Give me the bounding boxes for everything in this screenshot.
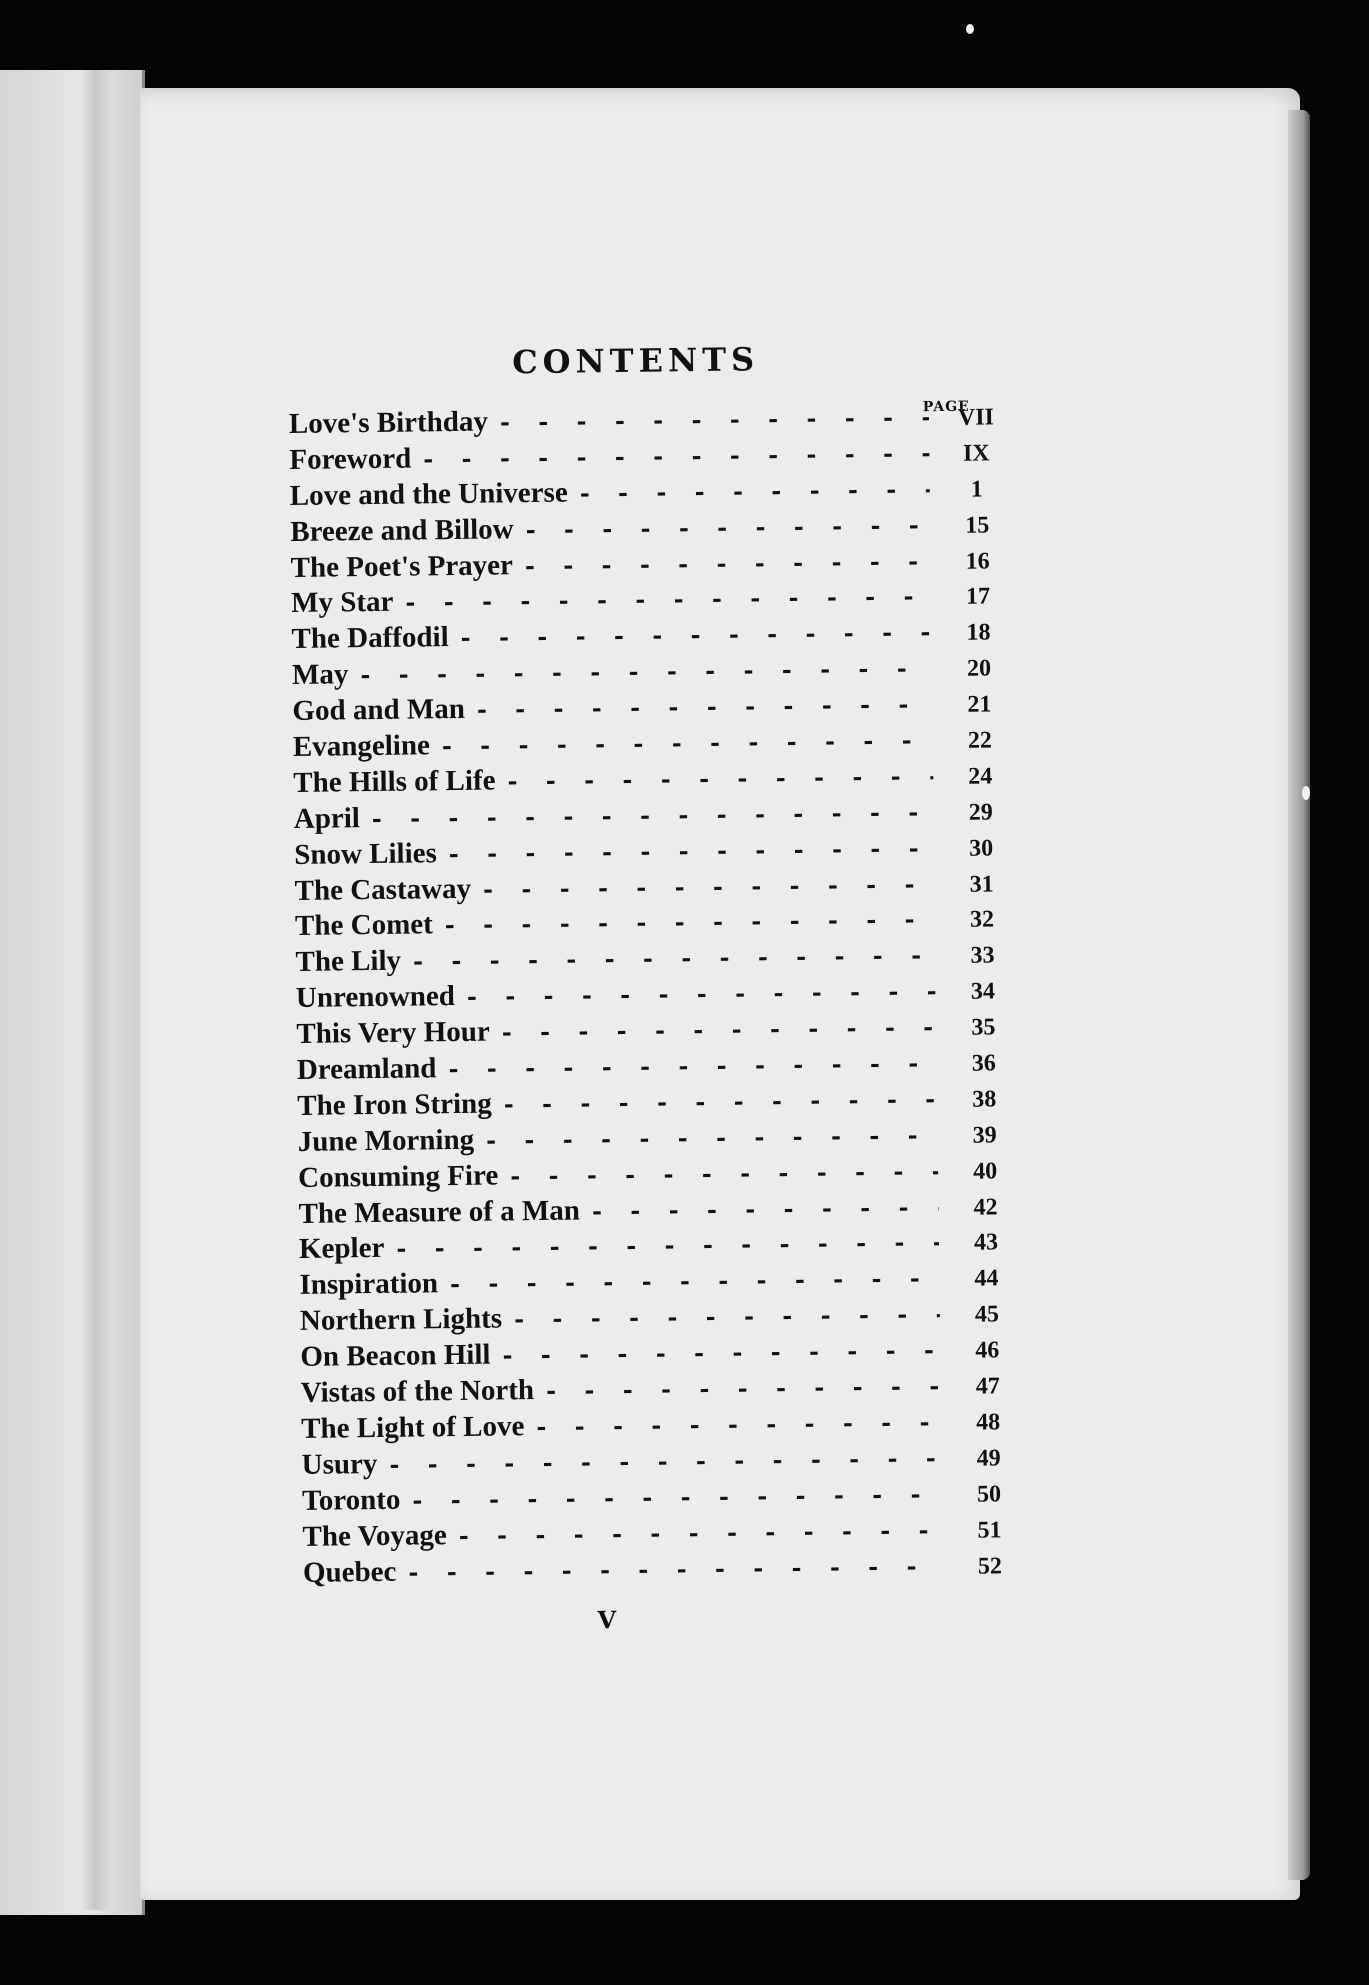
entry-page-number: 21 xyxy=(967,691,992,718)
dot-leader xyxy=(412,1479,942,1514)
entry-page-number: 33 xyxy=(970,942,995,970)
entry-page-number: 34 xyxy=(970,978,996,1005)
dot-leader xyxy=(580,474,930,507)
dot-leader xyxy=(546,1371,941,1405)
entry-title: The Lily xyxy=(295,945,402,979)
entry-title: April xyxy=(293,801,361,835)
dot-leader xyxy=(525,510,930,544)
entry-title: Love's Birthday xyxy=(288,405,489,441)
entry-title: May xyxy=(291,658,349,692)
entry-title: Inspiration xyxy=(299,1267,439,1302)
entry-page-number: 30 xyxy=(969,835,994,862)
entry-title: Kepler xyxy=(298,1232,385,1266)
page-title: CONTENTS xyxy=(511,340,760,382)
entry-page-number: 40 xyxy=(972,1158,998,1185)
dot-leader xyxy=(486,1120,938,1155)
dot-leader xyxy=(389,1443,942,1479)
entry-title: Dreamland xyxy=(296,1052,437,1086)
dot-leader xyxy=(536,1407,941,1441)
dot-leader xyxy=(408,1551,943,1587)
dot-leader xyxy=(413,941,936,976)
entry-page-number: 29 xyxy=(968,799,993,826)
entry-page-number: 43 xyxy=(973,1229,999,1257)
entry-page-number: IX xyxy=(962,440,990,467)
dot-leader xyxy=(592,1192,939,1225)
entry-title: My Star xyxy=(290,586,394,620)
entry-page-number: 22 xyxy=(967,727,993,754)
entry-page-number: 48 xyxy=(976,1409,1001,1436)
entry-title: The Iron String xyxy=(297,1087,492,1122)
page-folio: V xyxy=(597,1605,617,1635)
entry-page-number: 17 xyxy=(965,583,991,611)
entry-title: Vistas of the North xyxy=(300,1374,535,1409)
entry-title: Northern Lights xyxy=(299,1302,503,1338)
dot-leader xyxy=(504,1084,938,1118)
dot-leader xyxy=(396,1228,939,1264)
entry-page-number: 39 xyxy=(972,1122,997,1149)
dot-leader xyxy=(507,761,933,795)
entry-title: Love and the Universe xyxy=(289,476,568,512)
dot-leader xyxy=(514,1299,940,1333)
entry-page-number: 49 xyxy=(976,1445,1001,1472)
dot-leader xyxy=(450,1263,940,1298)
entry-title: On Beacon Hill xyxy=(300,1338,491,1374)
entry-title: Foreword xyxy=(289,442,412,476)
entry-page-number: 32 xyxy=(969,906,995,934)
entry-page-number: 47 xyxy=(975,1373,1000,1400)
entry-page-number: 51 xyxy=(977,1516,1002,1544)
dot-leader xyxy=(477,689,933,724)
entry-page-number: 38 xyxy=(972,1086,997,1113)
entry-page-number: 20 xyxy=(966,655,992,682)
entry-title: Breeze and Billow xyxy=(290,512,514,548)
entry-page-number: 36 xyxy=(971,1050,996,1077)
entry-page-number: 44 xyxy=(974,1265,999,1293)
entry-title: Toronto xyxy=(301,1483,401,1517)
dot-leader xyxy=(460,618,931,653)
dot-leader xyxy=(525,546,931,580)
entry-title: This Very Hour xyxy=(296,1015,490,1051)
dot-leader xyxy=(449,833,935,868)
entry-title: The Light of Love xyxy=(301,1410,525,1445)
entry-page-number: 31 xyxy=(969,871,994,898)
entry-title: The Measure of a Man xyxy=(298,1194,581,1230)
entry-title: June Morning xyxy=(297,1123,475,1158)
entry-page-number: VII xyxy=(957,404,995,431)
entry-title: The Castaway xyxy=(294,872,472,907)
entry-title: God and Man xyxy=(292,692,466,728)
entry-title: The Poet's Prayer xyxy=(290,548,514,584)
dot-leader xyxy=(445,905,936,940)
entry-title: The Voyage xyxy=(302,1518,447,1553)
toc-entry xyxy=(303,1548,1023,1593)
page-column-label: PAGE xyxy=(922,398,970,416)
dot-leader xyxy=(483,869,935,904)
entry-title: Quebec xyxy=(302,1555,397,1589)
dot-leader xyxy=(459,1515,943,1550)
dot-leader xyxy=(467,976,936,1011)
entry-page-number: 42 xyxy=(973,1193,998,1221)
table-of-contents xyxy=(289,399,1023,1592)
entry-title: Usury xyxy=(301,1447,378,1481)
entry-page-number: 52 xyxy=(977,1552,1003,1580)
dot-leader xyxy=(502,1335,940,1369)
entry-page-number: 1 xyxy=(970,476,983,503)
dot-leader xyxy=(510,1156,938,1190)
dot-leader xyxy=(423,438,929,473)
dot-leader xyxy=(405,582,931,617)
entry-title: Unrenowned xyxy=(295,980,456,1015)
entry-title: The Hills of Life xyxy=(293,764,496,799)
entry-page-number: 18 xyxy=(966,619,991,647)
dot-leader xyxy=(500,402,929,436)
entry-title: Evangeline xyxy=(292,729,431,763)
entry-title: The Daffodil xyxy=(291,621,449,656)
entry-page-number: 50 xyxy=(976,1481,1002,1508)
dot-leader xyxy=(442,725,933,760)
dot-leader xyxy=(360,653,932,689)
dot-leader xyxy=(372,797,934,833)
dot-leader xyxy=(448,1048,937,1083)
dot-leader xyxy=(502,1012,937,1046)
entry-title: The Comet xyxy=(294,908,433,943)
entry-page-number: 35 xyxy=(971,1014,996,1041)
entry-page-number: 24 xyxy=(968,763,993,790)
entry-title: Snow Lilies xyxy=(294,836,438,871)
entry-title: Consuming Fire xyxy=(297,1159,499,1194)
entry-page-number: 15 xyxy=(965,512,990,539)
entry-page-number: 45 xyxy=(974,1301,1000,1328)
entry-page-number: 46 xyxy=(975,1337,1000,1364)
entry-page-number: 16 xyxy=(965,548,990,575)
